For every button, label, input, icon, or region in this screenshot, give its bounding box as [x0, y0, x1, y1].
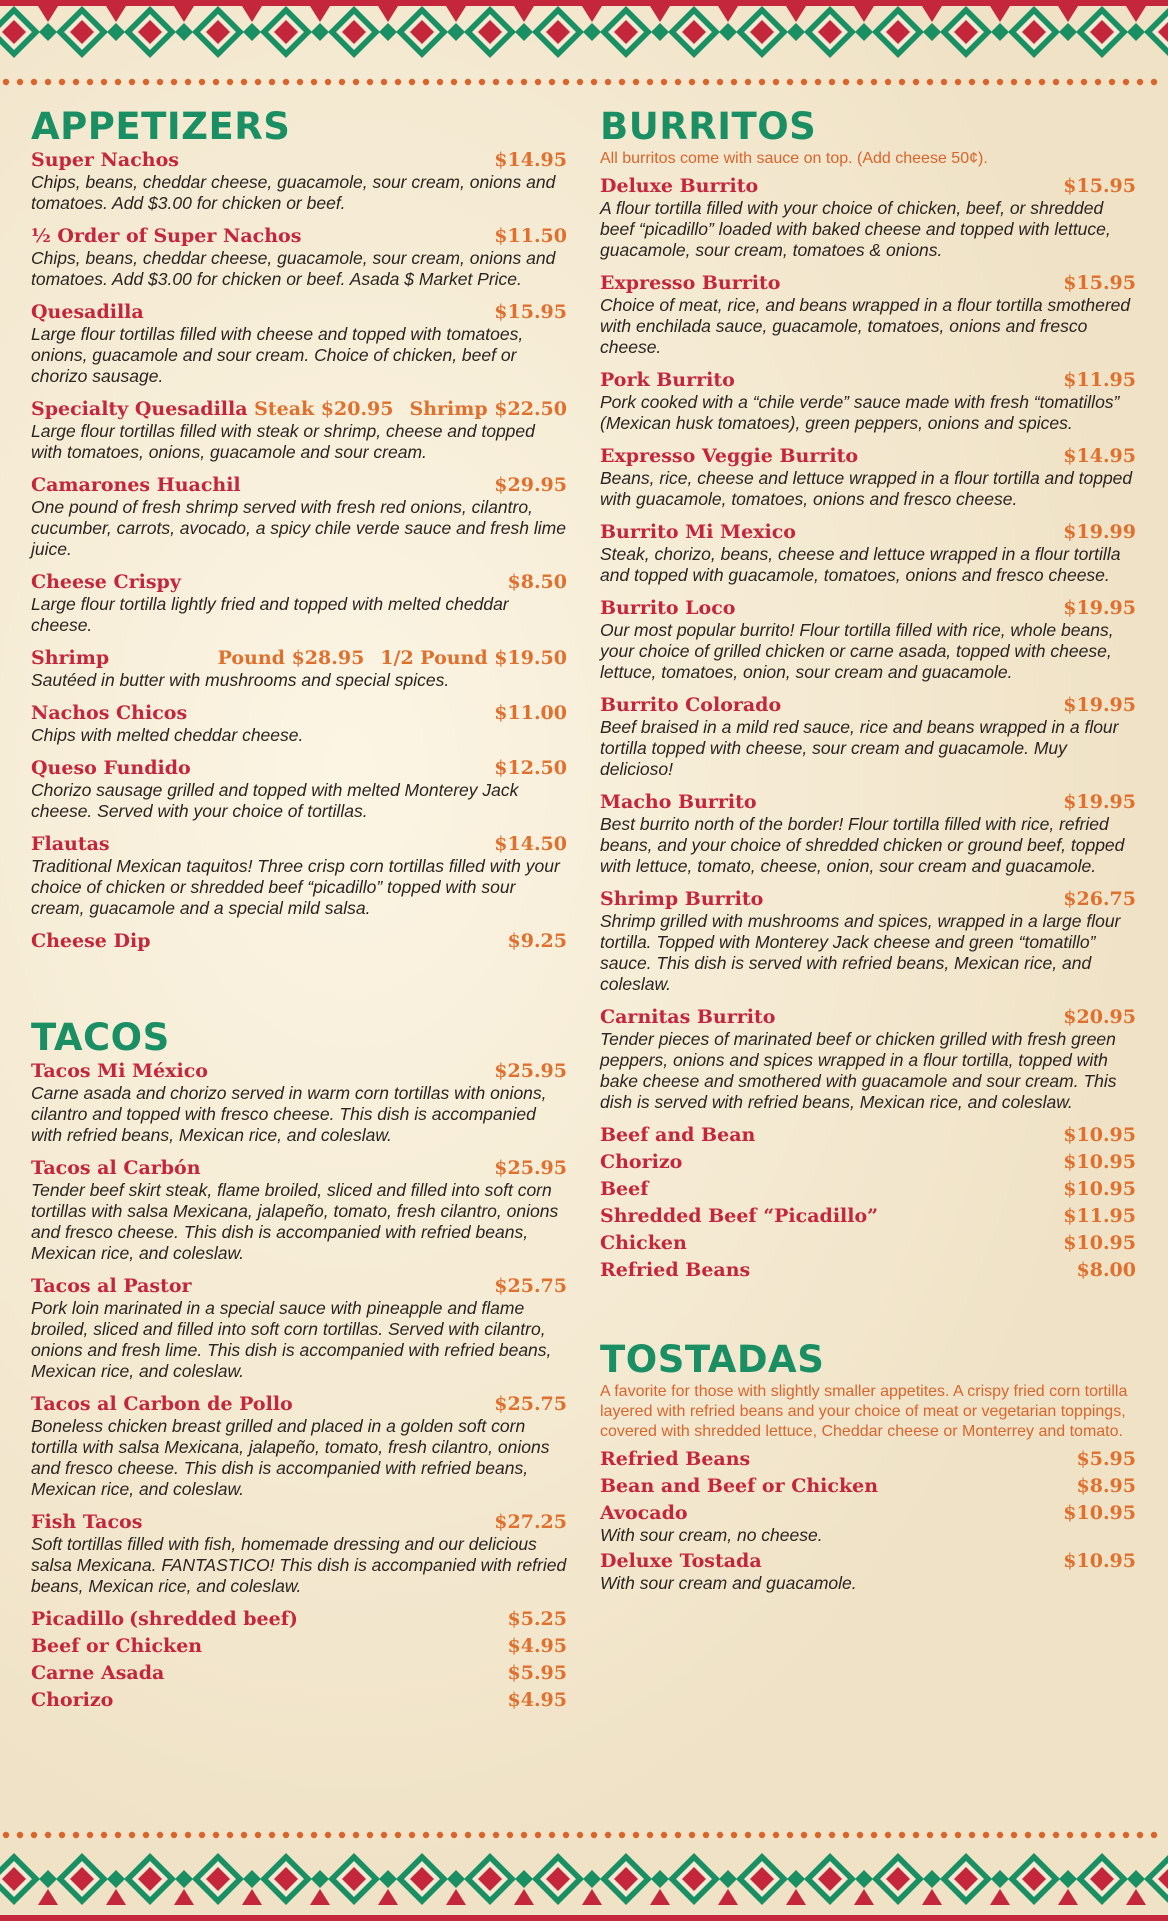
- menu-item-header: [600, 521, 1136, 544]
- menu-item-price: $9.25: [507, 930, 567, 952]
- menu-item-description: Soft tortillas filled with fish, homemade dressing and our delicious salsa Mexicana. FANTASTICO! This dish is accompanied with refried beans, Mexican rice, and coleslaw.: [31, 1534, 567, 1596]
- menu-item-header: [31, 474, 567, 497]
- menu-item: [31, 1157, 567, 1264]
- menu-item: [600, 1006, 1136, 1113]
- menu-item-name: Burrito Colorado: [600, 694, 782, 716]
- tacos-singles-list: [31, 1608, 567, 1712]
- left-column: [31, 105, 567, 1716]
- menu-item-description: Choice of meat, rice, and beans wrapped in a flour tortilla smothered with enchilada sauce, guacamole, tomatoes, onions and fresco cheese.: [600, 295, 1131, 357]
- menu-item: [31, 571, 567, 636]
- menu-item: [31, 1511, 567, 1597]
- menu-item-description: Beef braised in a mild red sauce, rice and beans wrapped in a flour tortilla topped with cheese, sour cream and guacamole. Muy delicioso!: [600, 717, 1119, 779]
- menu-item-header: [600, 1550, 1136, 1573]
- menu-item-name: Carne Asada: [31, 1662, 165, 1684]
- menu-item-name: Flautas: [31, 833, 110, 855]
- menu-item-header: [600, 1502, 1136, 1525]
- menu-item: [600, 445, 1136, 510]
- menu-item-description: With sour cream, no cheese.: [600, 1525, 823, 1545]
- menu-item-price: $19.95: [1063, 694, 1136, 716]
- menu-item-name: Shrimp Burrito: [600, 888, 764, 910]
- menu-item: [31, 1275, 567, 1382]
- menu-item: [31, 833, 567, 919]
- menu-item-price: $10.95: [1063, 1124, 1136, 1146]
- menu-item-header: [600, 272, 1136, 295]
- menu-item-header: [31, 1689, 567, 1712]
- menu-item-name: Beef or Chicken: [31, 1635, 203, 1657]
- menu-item: [600, 521, 1136, 586]
- menu-item-header: [600, 1448, 1136, 1471]
- menu-item-price: $19.95: [1063, 791, 1136, 813]
- menu-item-price: $25.95: [494, 1060, 567, 1082]
- menu-item-name: Cheese Dip: [31, 930, 151, 952]
- menu-item-price: $14.50: [494, 833, 567, 855]
- menu-item: [600, 1550, 1136, 1594]
- menu-item-description: Our most popular burrito! Flour tortilla filled with rice, whole beans, your choice of grilled chicken or carne asada, topped with cheese, lettuce, tomatoes, onion, sour cream and guacamole.: [600, 620, 1114, 682]
- menu-item-price: $5.95: [1076, 1448, 1136, 1470]
- decorative-border-top: [0, 0, 1168, 90]
- menu-item: [600, 1178, 1136, 1201]
- section-title-tostadas: TOSTADAS: [600, 1338, 825, 1381]
- menu-item: [600, 1124, 1136, 1147]
- menu-item-name: Specialty Quesadilla: [31, 398, 248, 420]
- menu-item-name: Chorizo: [600, 1151, 683, 1173]
- menu-item: [31, 225, 567, 290]
- menu-item-price: $11.95: [1063, 369, 1136, 391]
- burritos-list: [600, 175, 1136, 1113]
- menu-item-price: $8.95: [1076, 1475, 1136, 1497]
- burritos-note: All burritos come with sauce on top. (Add cheese 50¢).: [600, 150, 988, 167]
- menu-item-header: [31, 702, 567, 725]
- menu-item-name: Tacos al Carbon de Pollo: [31, 1393, 293, 1415]
- menu-item-description: Best burrito north of the border! Flour tortilla filled with rice, refried beans, and your choice of shredded chicken or ground beef, topped with lettuce, tomato, cheese, onion, sour cream and guacamole.: [600, 814, 1125, 876]
- menu-item-name: Refried Beans: [600, 1448, 751, 1470]
- menu-item-header: [600, 1475, 1136, 1498]
- burritos-singles-list: [600, 1124, 1136, 1282]
- menu-item-header: [31, 647, 567, 670]
- menu-item-name: Deluxe Tostada: [600, 1550, 762, 1572]
- menu-item: [600, 1151, 1136, 1174]
- menu-item-name-group: [31, 1608, 298, 1631]
- menu-item-name: Picadillo: [31, 1608, 124, 1630]
- menu-item-name: Tacos al Pastor: [31, 1275, 192, 1297]
- menu-item-prices: [254, 398, 567, 421]
- menu-item-description: Beans, rice, cheese and lettuce wrapped in a flour tortilla and topped with guacamole, tomatoes, onions and fresco cheese.: [600, 468, 1133, 509]
- menu-item-description: Large flour tortillas filled with cheese and topped with tomatoes, onions, guacamole and sour cream. Choice of chicken, beef or chorizo sausage.: [31, 324, 524, 386]
- menu-item-description: Steak, chorizo, beans, cheese and lettuce wrapped in a flour tortilla and topped with guacamole, tomatoes, onions and fresco cheese.: [600, 544, 1121, 585]
- menu-item-name: Chicken: [600, 1232, 687, 1254]
- menu-item: [600, 791, 1136, 877]
- menu-item-header: [31, 1511, 567, 1534]
- menu-item-price: $19.95: [1063, 597, 1136, 619]
- menu-item-description: Large flour tortillas filled with steak or shrimp, cheese and topped with tomatoes, onions, guacamole and sour cream.: [31, 421, 535, 462]
- menu-item-price: $5.25: [507, 1608, 567, 1630]
- menu-item-header: [600, 597, 1136, 620]
- menu-item: [600, 1475, 1136, 1498]
- menu-item-name: Pork Burrito: [600, 369, 735, 391]
- menu-item-name: Burrito Loco: [600, 597, 736, 619]
- menu-item-header: [31, 1635, 567, 1658]
- menu-item-header: [600, 1006, 1136, 1029]
- menu-item-description: Chorizo sausage grilled and topped with melted Monterey Jack cheese. Served with your choice of tortillas.: [31, 780, 519, 821]
- menu-item-header: [31, 571, 567, 594]
- menu-item: [31, 647, 567, 691]
- menu-item-header: [31, 833, 567, 856]
- menu-item: [31, 474, 567, 560]
- menu-item-header: [31, 1662, 567, 1685]
- menu-item-header: [600, 694, 1136, 717]
- menu-item-header: [600, 888, 1136, 911]
- menu-item-price: Pound $28.95: [217, 647, 365, 669]
- menu-item-description: Pork loin marinated in a special sauce with pineapple and flame broiled, sliced and filled into soft corn tortillas. Served with cilantro, onions and fresh lime. This dish is accompanied with refried beans, Mexican rice, and coleslaw.: [31, 1298, 552, 1381]
- menu-item-header: [31, 398, 567, 421]
- menu-item-name: Expresso Burrito: [600, 272, 781, 294]
- menu-item-header: [600, 1178, 1136, 1201]
- menu-item-name: Avocado: [600, 1502, 688, 1524]
- menu-item: [600, 1205, 1136, 1228]
- menu-item-header: [31, 149, 567, 172]
- menu-item-name: Queso Fundido: [31, 757, 191, 779]
- menu-item-name: Camarones Huachil: [31, 474, 241, 496]
- menu-item-description: Traditional Mexican taquitos! Three crisp corn tortillas filled with your choice of chicken or shredded beef “picadillo” topped with sour cream, guacamole and a special mild salsa.: [31, 856, 560, 918]
- menu-item-price: $19.99: [1063, 521, 1136, 543]
- menu-item-description: One pound of fresh shrimp served with fresh red onions, cilantro, cucumber, carrots, avocado, a spicy chile verde sauce and fresh lime juice.: [31, 497, 566, 559]
- menu-item-description: Carne asada and chorizo served in warm corn tortillas with onions, cilantro and topped with fresco cheese. This dish is accompanied with refried beans, Mexican rice, and coleslaw.: [31, 1083, 547, 1145]
- menu-item-price: $29.95: [494, 474, 567, 496]
- menu-item: [31, 702, 567, 746]
- menu-item-price: $4.95: [507, 1635, 567, 1657]
- menu-item-price: $10.95: [1063, 1502, 1136, 1524]
- menu-item-name: Expresso Veggie Burrito: [600, 445, 859, 467]
- menu-item-description: Shrimp grilled with mushrooms and spices, wrapped in a large flour tortilla. Topped with Monterey Jack cheese and green “tomatillo” sauce. This dish is served with refried beans, Mexican rice, and coleslaw.: [600, 911, 1121, 994]
- menu-item-name: Super Nachos: [31, 149, 179, 171]
- menu-item-description: A flour tortilla filled with your choice of chicken, beef, or shredded beef “picadillo” loaded with baked cheese and topped with lettuce, guacamole, sour cream, tomatoes & onions.: [600, 198, 1111, 260]
- menu-item-name: Burrito Mi Mexico: [600, 521, 796, 543]
- menu-item-price: Shrimp $22.50: [409, 398, 567, 420]
- menu-item-price: $10.95: [1063, 1178, 1136, 1200]
- appetizers-list: [31, 149, 567, 953]
- menu-item-header: [600, 1205, 1136, 1228]
- menu-item-name: Quesadilla: [31, 301, 144, 323]
- menu-item-header: [31, 301, 567, 324]
- menu-item-description: Chips with melted cheddar cheese.: [31, 725, 304, 745]
- menu-item-price: $8.50: [507, 571, 567, 593]
- appetizers-section: [31, 105, 567, 953]
- menu-item-note: (shredded beef): [129, 1608, 298, 1630]
- menu-item-prices: [218, 647, 567, 670]
- menu-item-description: Boneless chicken breast grilled and placed in a golden soft corn tortilla with salsa Mexicana, jalapeño, tomato, fresh cilantro, onions and fresco cheese. This dish is accompanied with refried beans, Mexican rice, and coleslaw.: [31, 1416, 550, 1499]
- menu-item-price: $12.50: [494, 757, 567, 779]
- menu-item-price: $10.95: [1063, 1232, 1136, 1254]
- tostadas-list: [600, 1448, 1136, 1594]
- menu-item-name: Tacos al Carbón: [31, 1157, 201, 1179]
- menu-item-price: 1/2 Pound $19.50: [380, 647, 567, 669]
- menu-item-name: Cheese Crispy: [31, 571, 181, 593]
- tostadas-section: [600, 1338, 1136, 1594]
- menu-item-name: Fish Tacos: [31, 1511, 143, 1533]
- right-column: [600, 105, 1136, 1598]
- menu-item: [31, 1662, 567, 1685]
- menu-item: [31, 930, 567, 953]
- menu-item-price: $8.00: [1076, 1259, 1136, 1281]
- menu-item: [600, 1232, 1136, 1255]
- menu-item: [31, 757, 567, 822]
- menu-item-name: Tacos Mi México: [31, 1060, 208, 1082]
- menu-item-name: Carnitas Burrito: [600, 1006, 776, 1028]
- menu-item-header: [31, 1275, 567, 1298]
- menu-item-description: Pork cooked with a “chile verde” sauce made with fresh “tomatillos” (Mexican husk tomatoes), green peppers, onions and spices.: [600, 392, 1120, 433]
- menu-item-price: $4.95: [507, 1689, 567, 1711]
- decorative-border-bottom: [0, 1831, 1168, 1921]
- menu-item-price: $15.95: [1063, 175, 1136, 197]
- menu-item-description: Tender beef skirt steak, flame broiled, sliced and filled into soft corn tortillas with salsa Mexicana, jalapeño, tomato, fresh cilantro, onions and fresco cheese. This dish is accompanied with refried beans, Mexican rice, and coleslaw.: [31, 1180, 559, 1263]
- menu-item: [600, 175, 1136, 261]
- menu-item: [31, 1393, 567, 1500]
- tacos-section: [31, 1016, 567, 1712]
- menu-item-header: [31, 1393, 567, 1416]
- menu-item-description: Tender pieces of marinated beef or chicken grilled with fresh green peppers, onions and spices wrapped in a flour tortilla, topped with bake cheese and smothered with guacamole and sour cream. This dish is served with refried beans, Mexican rice, and coleslaw.: [600, 1029, 1117, 1112]
- menu-item-price: $25.95: [494, 1157, 567, 1179]
- menu-item-header: [31, 1157, 567, 1180]
- menu-item-name: Refried Beans: [600, 1259, 751, 1281]
- menu-item: [600, 888, 1136, 995]
- menu-item-header: [31, 1060, 567, 1083]
- menu-item: [600, 597, 1136, 683]
- section-title-burritos: BURRITOS: [600, 105, 817, 148]
- menu-item: [31, 149, 567, 214]
- menu-item-header: [31, 1608, 567, 1631]
- section-title-tacos: TACOS: [31, 1016, 170, 1059]
- section-title-appetizers: APPETIZERS: [31, 105, 291, 148]
- menu-item: [31, 1635, 567, 1658]
- menu-item-price: $11.50: [494, 225, 567, 247]
- menu-item-description: Sautéed in butter with mushrooms and special spices.: [31, 670, 450, 690]
- menu-item-description: With sour cream and guacamole.: [600, 1573, 857, 1593]
- menu-item: [31, 1689, 567, 1712]
- menu-item-price: $14.95: [1063, 445, 1136, 467]
- menu-item-price: $15.95: [1063, 272, 1136, 294]
- menu-item-description: Chips, beans, cheddar cheese, guacamole, sour cream, onions and tomatoes. Add $3.00 for chicken or beef.: [31, 172, 556, 213]
- menu-item-price: $25.75: [494, 1393, 567, 1415]
- menu-item-header: [600, 175, 1136, 198]
- menu-item-price: $10.95: [1063, 1550, 1136, 1572]
- menu-item: [31, 1060, 567, 1146]
- menu-item-name: Shrimp: [31, 647, 110, 669]
- menu-item: [31, 1608, 567, 1631]
- menu-item-name: Shredded Beef “Picadillo”: [600, 1205, 879, 1227]
- menu-item-name: Nachos Chicos: [31, 702, 188, 724]
- menu-item-header: [600, 1124, 1136, 1147]
- menu-item-header: [31, 225, 567, 248]
- menu-item-header: [600, 791, 1136, 814]
- menu-item-price: $26.75: [1063, 888, 1136, 910]
- menu-item-name: Beef and Bean: [600, 1124, 756, 1146]
- menu-item-price: $27.25: [494, 1511, 567, 1533]
- tacos-list: [31, 1060, 567, 1597]
- menu-item-price: Steak $20.95: [254, 398, 394, 420]
- menu-item-price: $11.95: [1063, 1205, 1136, 1227]
- menu-item-header: [31, 757, 567, 780]
- menu-item-header: [600, 1259, 1136, 1282]
- menu-item-price: $14.95: [494, 149, 567, 171]
- menu-item-header: [600, 1232, 1136, 1255]
- menu-item-header: [31, 930, 567, 953]
- menu-item-name: Beef: [600, 1178, 649, 1200]
- menu-item-name: Chorizo: [31, 1689, 114, 1711]
- menu-item: [600, 1448, 1136, 1471]
- menu-item-name: Macho Burrito: [600, 791, 757, 813]
- menu-item-description: Large flour tortilla lightly fried and topped with melted cheddar cheese.: [31, 594, 509, 635]
- burritos-section: [600, 105, 1136, 1282]
- menu-item: [31, 301, 567, 387]
- menu-item-price: $20.95: [1063, 1006, 1136, 1028]
- menu-item-price: $11.00: [494, 702, 567, 724]
- menu-item-price: $25.75: [494, 1275, 567, 1297]
- menu-item-header: [600, 445, 1136, 468]
- menu-item-price: $15.95: [494, 301, 567, 323]
- menu-item: [31, 398, 567, 463]
- menu-item-description: Chips, beans, cheddar cheese, guacamole, sour cream, onions and tomatoes. Add $3.00 for chicken or beef. Asada $ Market Price.: [31, 248, 556, 289]
- menu-item-header: [600, 369, 1136, 392]
- menu-item-name: Bean and Beef or Chicken: [600, 1475, 879, 1497]
- menu-item: [600, 272, 1136, 358]
- menu-item-name: Deluxe Burrito: [600, 175, 759, 197]
- menu-item-header: [600, 1151, 1136, 1174]
- menu-item: [600, 694, 1136, 780]
- menu-item-price: $10.95: [1063, 1151, 1136, 1173]
- menu-item-name: ½ Order of Super Nachos: [31, 225, 302, 247]
- menu-item: [600, 1259, 1136, 1282]
- menu-item: [600, 369, 1136, 434]
- tostadas-note: A favorite for those with slightly smaller appetites. A crispy fried corn tortilla layered with refried beans and your choice of meat or vegetarian toppings, covered with shredded lettuce, Cheddar cheese or Monterrey and tomato.: [600, 1383, 1128, 1440]
- menu-item: [600, 1502, 1136, 1546]
- menu-item-price: $5.95: [507, 1662, 567, 1684]
